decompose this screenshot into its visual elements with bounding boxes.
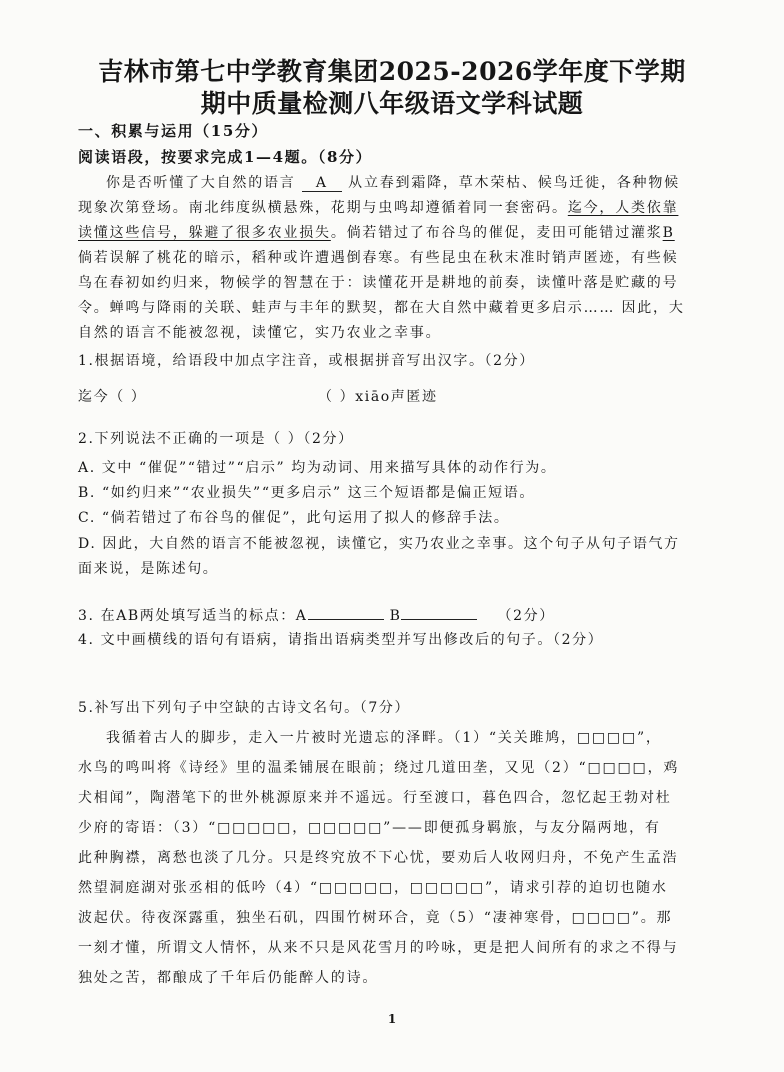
q5-line-7: 波起伏。待夜深露重，独坐石矶，四围竹树环合，竟（5）“凄神寒骨，□□□□”。那 — [78, 910, 673, 926]
q2-option-d-cont: 面来说，是陈述句。 — [78, 561, 219, 577]
page-number: 1 — [387, 1012, 397, 1026]
q5-line-1: 我循着古人的脚步，走入一片被时光遗忘的泽畔。（1）“关关雎鸠，□□□□”， — [106, 730, 662, 746]
q1-item-2[interactable]: （ ）xiāo声匿迹 — [318, 389, 438, 405]
blank-b[interactable]: B — [662, 225, 675, 241]
passage-line-5: 鸟在春初如约归来，物候学的智慧在于：读懂花开是耕地的前奏，读懂叶落是贮藏的号 — [78, 275, 679, 291]
passage-text: 。倘若错过了布谷鸟的催促，麦田可能错过灌浆 — [330, 225, 663, 241]
passage-text: 从立春到霜降，草木荣枯、候鸟迁徙，各种物候 — [348, 175, 680, 191]
passage-line-1 — [106, 172, 736, 192]
passage-text: 现象次第登场。南北纬度纵横悬殊，花期与虫鸣却遵循着同一套密码。 — [78, 200, 568, 216]
q1-prompt: 1.根据语境，给语段中加点字注音，或根据拼音写出汉字。（2分） — [78, 353, 535, 369]
q3-blank-b[interactable] — [401, 619, 477, 620]
q2-option-d[interactable]: D. 因此，大自然的语言不能被忽视，读懂它，实乃农业之幸事。这个句子从句子语气方 — [78, 536, 680, 552]
section-heading: 一、积累与运用（15分） — [78, 122, 269, 140]
underlined-sentence: 迄今，人类依靠 — [567, 200, 679, 216]
passage-line-2 — [78, 197, 708, 217]
q5-line-2: 水鸟的鸣叫将《诗经》里的温柔铺展在眼前；绕过几道田垄，又见（2）“□□□□，鸡 — [78, 760, 680, 776]
q2-option-b[interactable]: B. “如约归来”“农业损失”“更多启示” 这三个短语都是偏正短语。 — [78, 485, 535, 501]
q2-option-a[interactable]: A. 文中 “催促”“错过”“启示” 均为动词、用来描写具体的动作行为。 — [78, 460, 557, 476]
q5-line-5: 此种胸襟，离愁也淡了几分。只是终究放不下心忧，要劝后人收网归舟，不免产生孟浩 — [78, 850, 679, 866]
passage-line-6: 令。蝉鸣与降雨的关联、蛙声与丰年的默契，都在大自然中藏着更多启示…… 因此，大 — [78, 300, 685, 316]
q1-item-1[interactable]: 迄今（ ） — [78, 389, 147, 405]
passage-line-3 — [78, 222, 708, 242]
q5-line-3: 犬相闻”，陶潜笔下的世外桃源原来并不遥远。行至渡口，暮色四合，忽忆起王勃对杜 — [78, 790, 672, 806]
q3-prompt — [78, 605, 555, 625]
passage-line-4: 倘若误解了桃花的暗示，稻种或许遭遇倒春寒。有些昆虫在秋末准时销声匿迹，有些候 — [78, 250, 679, 266]
passage-line-7: 自然的语言不能被忽视，读懂它，实乃农业之幸事。 — [78, 325, 442, 341]
q3-text: 3. 在AB两处填写适当的标点：A — [78, 608, 308, 624]
passage-text: 你是否听懂了大自然的语言 — [106, 175, 296, 191]
q5-prompt: 5.补写出下列句子中空缺的古诗文名句。（7分） — [78, 700, 411, 716]
reading-instruction: 阅读语段，按要求完成1—4题。（8分） — [78, 148, 373, 166]
q5-line-6: 然望洞庭湖对张丞相的低吟（4）“□□□□□，□□□□□”，请求引荐的迫切也随水 — [78, 880, 668, 896]
q5-line-9: 独处之苦，都酿成了千年后仍能醉人的诗。 — [78, 970, 379, 986]
q4-prompt: 4. 文中画横线的语句有语病，请指出语病类型并写出修改后的句子。（2分） — [78, 632, 604, 648]
exam-title-line2: 期中质量检测八年级语文学科试题 — [200, 89, 584, 118]
q3-score: （2分） — [497, 608, 555, 624]
blank-a[interactable]: A — [302, 175, 342, 192]
q3-blank-a[interactable] — [308, 619, 384, 620]
q5-line-4: 少府的寄语：（3）“□□□□□，□□□□□”——即便孤身羁旅，与友分隔两地，有 — [78, 820, 661, 836]
q2-option-c[interactable]: C. “倘若错过了布谷鸟的催促”，此句运用了拟人的修辞手法。 — [78, 510, 510, 526]
exam-title-line1: 吉林市第七中学教育集团2025-2026学年度下学期 — [98, 57, 686, 86]
q2-prompt: 2.下列说法不正确的一项是（ ）（2分） — [78, 431, 354, 447]
underlined-sentence: 读懂这些信号，躲避了很多农业损失 — [78, 225, 331, 241]
q5-line-8: 一刻才懂，所谓文人情怀，从来不只是风花雪月的吟咏，更是把人间所有的求之不得与 — [78, 940, 679, 956]
q3-label-b: B — [389, 608, 402, 624]
